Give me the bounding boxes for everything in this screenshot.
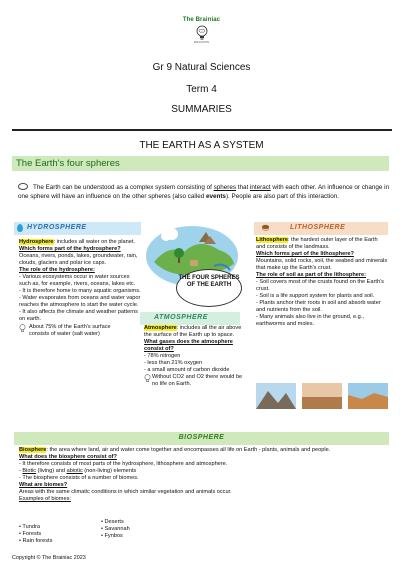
brand-subtitle: EDUCATION — [193, 41, 210, 44]
lithosphere-title: LITHOSPHERE — [290, 224, 346, 231]
hydrosphere-q1: Which forms part of the hydrosphere? — [19, 246, 121, 252]
brain-lightbulb-icon — [195, 25, 209, 41]
list-item: - Plants anchor their roots in soil and absorb water and nutrients from the soil. — [256, 300, 381, 313]
biomes-list-col-2 — [101, 519, 181, 540]
atmosphere-content: Atmosphere: includes all the air above the surface of the Earth up to space. What gases does the atmosphere consist of? - 78% nitrogen - less than 21% oxygen - a small amount of carbon dioxide Without CO2 and O2 there would be no life on Earth. — [144, 325, 243, 387]
section-title: THE EARTH AS A SYSTEM — [139, 140, 264, 151]
doc-term-title: Term 4 — [186, 84, 217, 95]
biosphere-header — [14, 432, 389, 445]
hydrosphere-fact: About 75% of the Earth's surface consists of water (salt water) — [29, 324, 111, 337]
list-item: - less than 21% oxygen — [144, 360, 203, 366]
canyon-thumbnail — [348, 383, 388, 409]
landscape-thumbnails — [256, 383, 388, 409]
list-item: - Various ecosystems occur in water sources such as, for example, rivers, oceans, lakes etc. — [19, 274, 136, 287]
list-item: - Water evaporates from oceans and water vapor reaches the atmosphere to start the water cycle. — [19, 295, 141, 308]
lithosphere-content: Lithosphere: the hardest outer layer of the Earth and consists of the landmass. Which forms part of the lithosphere? Mountains, solid rocks, soil, the seabed and minerals that make up the Earth's crust. The role of soil as part of the lithosphere: - Soil covers most of the crusts found on the Earth's crust. - Soil is a life support system for plants and soil. - Plants anchor their roots in soil and absorb water and nutrients from the soil. - Many animals also live in the ground, e.g., earthworms and moles. — [256, 237, 388, 327]
hydrosphere-title: HYDROSPHERE — [27, 224, 87, 231]
list-item: - Biotic (living) and abiotic (non-living) elements — [19, 468, 137, 474]
atmosphere-title: ATMOSPHERE — [154, 314, 208, 321]
biomes-examples-label: Examples of biomes: — [19, 496, 71, 502]
doc-grade-title: Gr 9 Natural Sciences — [152, 62, 251, 73]
brand-logo — [0, 17, 403, 44]
biosphere-q1: What does the biosphere consist of? — [19, 454, 117, 460]
hydrosphere-content: Hydrosphere: includes all water on the planet. Which forms part of the hydrosphere? Oceans, rivers, ponds, lakes, groundwater, rain, clouds, glaciers and polar ice caps. The role of the hydrosphere: - Various ecosystems occur in water sources such as, for example, rivers, oceans, lakes etc. - It is therefore home to many aquatic organisms. - Water evaporates from oceans and water vapor reaches the atmosphere to start the water cycle. - It also affects the climate and weather patterns on earth. About 75% of the Earth's surface consists of water (salt water) — [19, 239, 141, 337]
lightbulb-icon — [144, 374, 151, 383]
biosphere-title: BIOSPHERE — [178, 434, 225, 441]
mountain-thumbnail — [256, 383, 296, 409]
four-spheres-banner — [12, 156, 389, 171]
copyright-text: Copyright © The Brainiac 2023 — [12, 555, 86, 561]
four-spheres-heading: The Earth's four spheres — [16, 158, 120, 169]
atmosphere-header — [140, 312, 240, 325]
list-item: • Deserts — [101, 519, 181, 526]
list-item: • Forests — [19, 531, 99, 538]
list-item: • Fynbos — [101, 533, 181, 540]
list-item: - The biosphere consists of a number of biomes. — [19, 475, 139, 481]
hydrosphere-a1: Oceans, rivers, ponds, lakes, groundwater, rain, clouds, glaciers and polar ice caps. — [19, 253, 138, 266]
atmosphere-q1: What gases does the atmosphere consist of? — [144, 339, 233, 352]
lightbulb-icon — [19, 324, 26, 333]
list-item: - It is therefore home to many aquatic organisms. — [19, 288, 141, 294]
intro-paragraph: The Earth can be understood as a complex system consisting of spheres that interact with each other. An influence or change in one sphere will have an influence on the other spheres (also called events). People are also part of this interaction. — [18, 184, 390, 200]
lithosphere-q1: Which forms part of the lithosphere? — [256, 251, 354, 257]
divider-line — [12, 129, 392, 131]
lithosphere-a1: Mountains, solid rocks, soil, the seabed and minerals that make up the Earth's crust. — [256, 258, 388, 271]
brand-name: The Brainiac — [182, 17, 221, 23]
biosphere-q2: What are biomes? — [19, 482, 68, 488]
list-item: • Tundra — [19, 524, 99, 531]
water-drop-icon — [17, 224, 23, 232]
list-item: - It also affects the climate and weather patterns on earth. — [19, 309, 138, 322]
atmosphere-fact: Without CO2 and O2 there would be no life on Earth. — [152, 374, 243, 387]
doc-summaries-title: SUMMARIES — [171, 104, 232, 115]
list-item: - Soil is a life support system for plants and soil. — [256, 293, 375, 299]
hydrosphere-header — [14, 222, 141, 235]
lithosphere-header — [254, 222, 388, 235]
biomes-list-col-1 — [19, 524, 99, 545]
lithosphere-q2: The role of soil as part of the lithosphere: — [256, 272, 367, 278]
list-item: • Savannah — [101, 526, 181, 533]
list-item: - Soil covers most of the crusts found on the Earth's crust. — [256, 279, 384, 292]
four-spheres-label: THE FOUR SPHERES OF THE EARTH — [176, 269, 242, 307]
biosphere-content: Biosphere: the area where land, air and water come together and encompasses all life on Earth - plants, animals and people. What does the biosphere consist of? - It therefore consists of most parts of the hydrosphere, lithosphere and atmosphere. - Biotic (living) and abiotic (non-living) elements - The biosphere consists of a number of biomes. What are biomes? Areas with the same climatic conditions in which similar vegetation and animals occur. Examples of biomes: — [19, 447, 389, 503]
list-item: - It therefore consists of most parts of the hydrosphere, lithosphere and atmosphere. — [19, 461, 228, 467]
field-thumbnail — [302, 383, 342, 409]
list-item: - Many animals also live in the ground, e.g., earthworms and moles. — [256, 314, 364, 327]
list-item: - 78% nitrogen — [144, 353, 181, 359]
biosphere-a2: Areas with the same climatic conditions in which similar vegetation and animals occur. — [19, 489, 232, 495]
speech-bubble-icon — [18, 183, 28, 190]
hydrosphere-q2: The role of the hydrosphere: — [19, 267, 95, 273]
hand-soil-icon — [261, 223, 270, 233]
list-item: • Rain forests — [19, 538, 99, 545]
list-item: - a small amount of carbon dioxide — [144, 367, 230, 373]
